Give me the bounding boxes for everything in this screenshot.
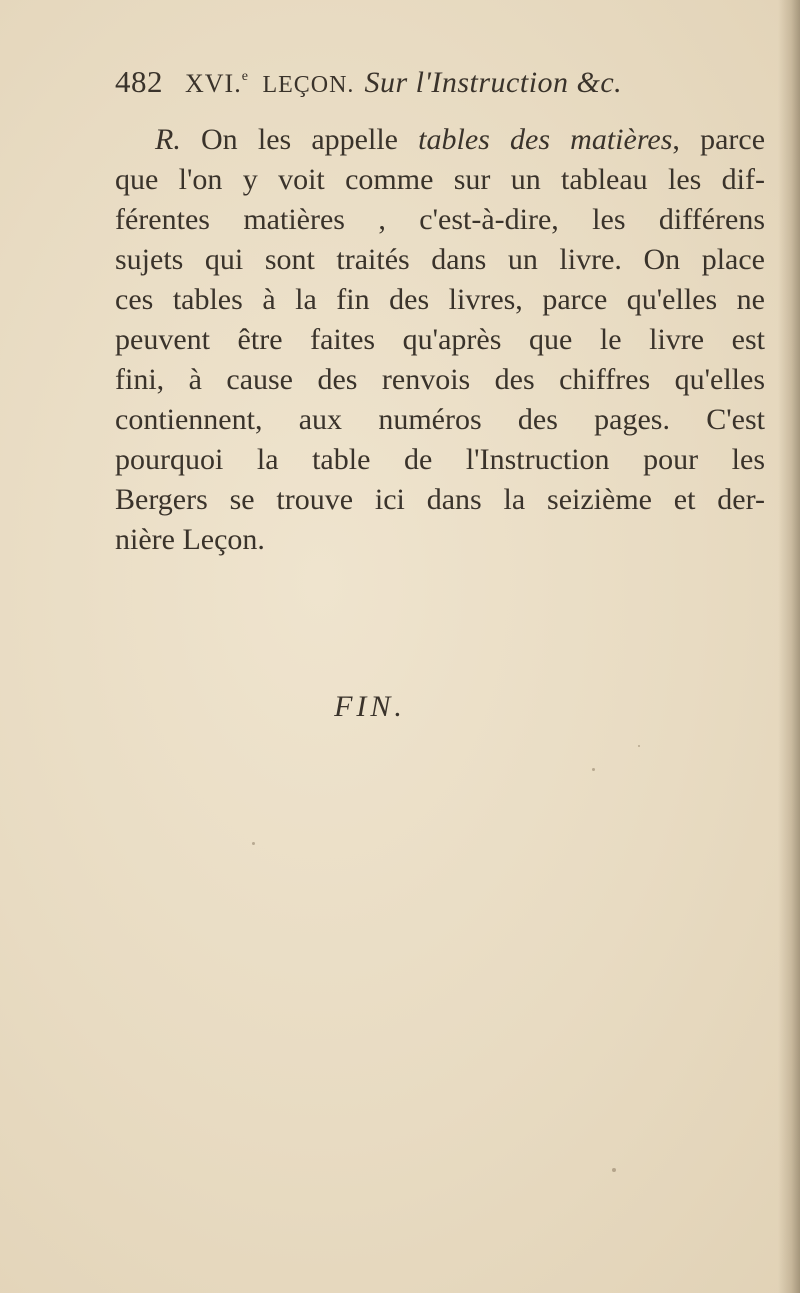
lesson-number: XVI. [185, 69, 242, 98]
paragraph-line: peuvent être faites qu'après que le livre est [115, 323, 765, 356]
answer-paragraph [115, 120, 765, 560]
paper-speck [612, 1168, 616, 1172]
page-number: 482 [115, 64, 163, 99]
page-edge-shadow [778, 0, 800, 1293]
paper-speck [592, 768, 595, 771]
paragraph-line: Bergers se trouve ici dans la seizième et der- [115, 483, 765, 516]
lesson-number-superscript: e [241, 69, 249, 84]
paragraph-line: contiennent, aux numéros des pages. C'est [115, 403, 765, 436]
paper-speck [638, 745, 640, 747]
end-mark: FIN. [334, 690, 406, 723]
paragraph-line: pourquoi la table de l'Instruction pour les [115, 443, 765, 476]
paragraph-line: que l'on y voit comme sur un tableau les dif- [115, 163, 765, 196]
paragraph-line-1 [115, 120, 765, 160]
line1-text-a: On les appelle [201, 123, 398, 156]
paper-speck [252, 842, 255, 845]
running-title: Sur l'Instruction &c. [364, 66, 623, 99]
paragraph-line: férentes matières , c'est-à-dire, les différens [115, 203, 765, 236]
paragraph-line: sujets qui sont traités dans un livre. On place [115, 243, 765, 276]
running-header [115, 64, 715, 104]
line1-text-b: , parce [672, 123, 766, 156]
paragraph-last-line: nière Leçon. [115, 523, 265, 556]
paragraph-line: fini, à cause des renvois des chiffres qu'elles [115, 363, 765, 396]
paragraph-line: ces tables à la fin des livres, parce qu'elles ne [115, 283, 765, 316]
answer-marker: R. [155, 123, 181, 156]
line1-italic-term: tables des matières [418, 123, 673, 156]
lesson-word: LEÇON. [262, 72, 355, 98]
